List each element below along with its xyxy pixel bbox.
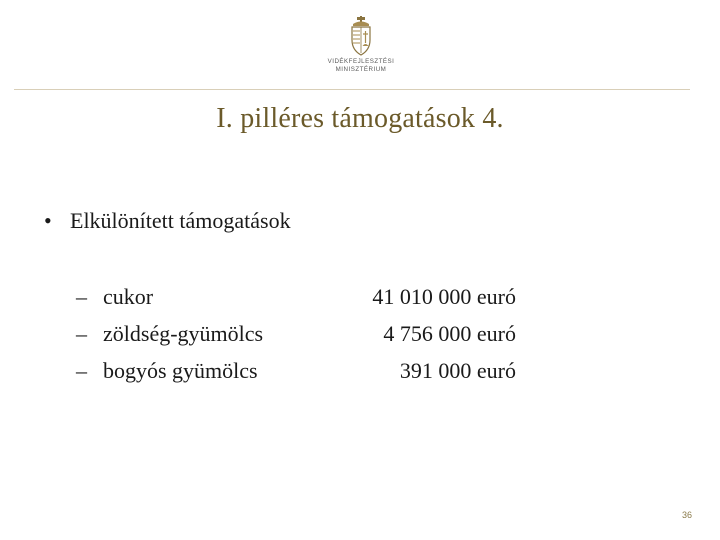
slide-title: I. pilléres támogatások 4. <box>216 103 504 134</box>
ministry-logo <box>318 16 404 82</box>
bullet-text: Elkülönített támogatások <box>70 208 291 233</box>
subitem-value: 391 000 euró <box>399 358 516 383</box>
subitem-row <box>76 284 516 318</box>
bullet-item <box>44 208 291 234</box>
subitem-label: bogyós gyümölcs <box>103 358 258 383</box>
hungarian-coat-of-arms-icon <box>348 16 374 56</box>
subitem-value: 41 010 000 euró <box>372 284 516 309</box>
ministry-name <box>318 58 404 74</box>
dash-symbol: – <box>76 358 87 383</box>
subitem-label: zöldség-gyümölcs <box>103 321 264 346</box>
subitem-row <box>76 358 516 392</box>
bullet-symbol: • <box>44 208 52 233</box>
ministry-name-line1: VIDÉKFEJLESZTÉSI <box>327 58 395 65</box>
subitem-value: 4 756 000 euró <box>383 321 516 346</box>
dash-symbol: – <box>76 284 87 309</box>
ministry-name-line2: MINISZTÉRIUM <box>335 66 387 73</box>
subitem-row <box>76 321 516 355</box>
dash-symbol: – <box>76 321 87 346</box>
subitem-label: cukor <box>103 284 154 309</box>
header-divider <box>14 89 690 90</box>
page-number: 36 <box>681 510 692 520</box>
